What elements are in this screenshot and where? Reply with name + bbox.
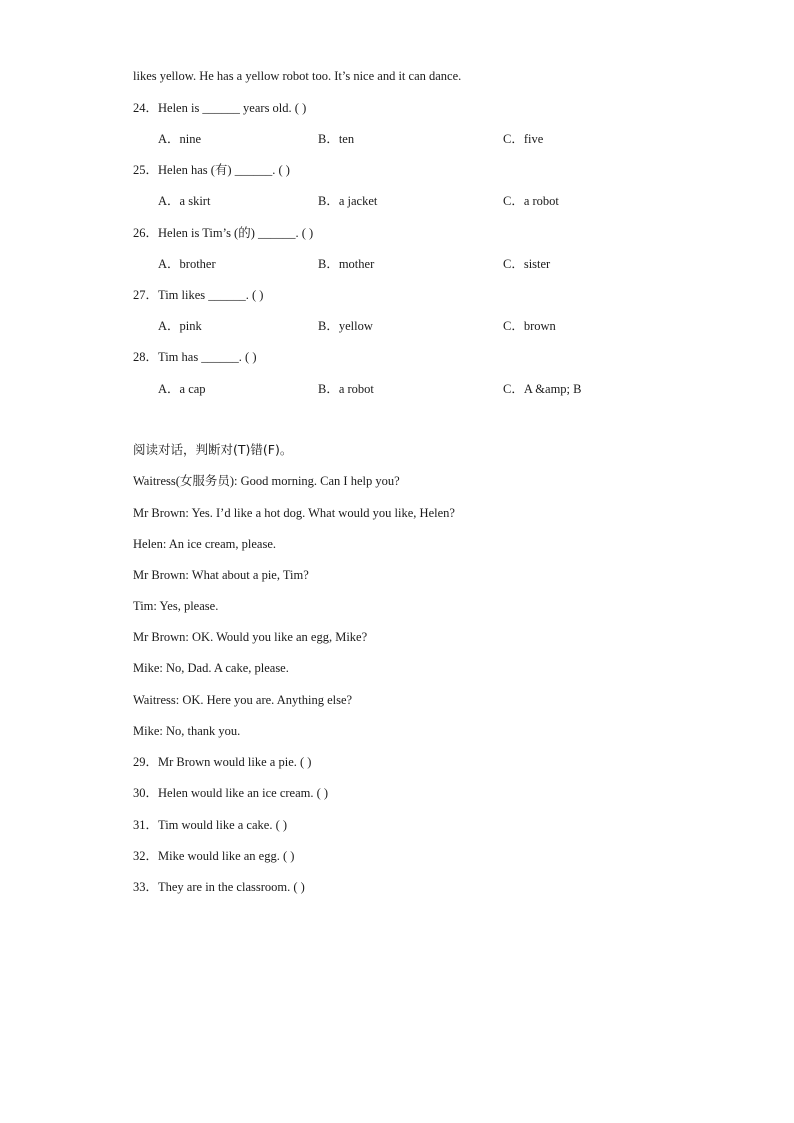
q26-option-c[interactable]: C．sister [503,257,551,271]
dialogue-line: Mr Brown: OK. Would you like an egg, Mike? [133,630,368,644]
dialogue-line: Mike: No, thank you. [133,724,241,738]
dialogue-line: Mr Brown: Yes. I’d like a hot dog. What would you like, Helen? [133,506,455,520]
q26-option-a[interactable]: A．brother [158,257,216,271]
question-30: 30．Helen would like an ice cream. ( ) [133,786,329,800]
q27-option-c[interactable]: C．brown [503,319,556,333]
question-28: 28．Tim has ______. ( ) [133,350,257,364]
q28-option-a[interactable]: A．a cap [158,382,206,396]
q27-option-b[interactable]: B．yellow [318,319,373,333]
question-25: 25．Helen has (有) ______. ( ) [133,163,290,177]
q25-option-c[interactable]: C．a robot [503,194,559,208]
question-33: 33．They are in the classroom. ( ) [133,880,305,894]
q25-option-b[interactable]: B．a jacket [318,194,378,208]
dialogue-line: Waitress(女服务员): Good morning. Can I help you? [133,474,400,488]
q28-option-b[interactable]: B．a robot [318,382,374,396]
q24-option-c[interactable]: C．five [503,132,544,146]
dialogue-line: Waitress: OK. Here you are. Anything else? [133,693,353,707]
q25-option-a[interactable]: A．a skirt [158,194,211,208]
question-24: 24．Helen is ______ years old. ( ) [133,101,307,115]
q26-option-b[interactable]: B．mother [318,257,375,271]
q24-option-a[interactable]: A．nine [158,132,202,146]
dialogue-line: Tim: Yes, please. [133,599,219,613]
dialogue-line: Helen: An ice cream, please. [133,537,276,551]
q27-option-a[interactable]: A．pink [158,319,202,333]
dialogue-line: Mike: No, Dad. A cake, please. [133,661,289,675]
q28-option-c[interactable]: C．A &amp; B [503,382,582,396]
question-32: 32．Mike would like an egg. ( ) [133,849,295,863]
passage-tail: likes yellow. He has a yellow robot too. It’s nice and it can dance. [133,69,462,83]
dialogue-line: Mr Brown: What about a pie, Tim? [133,568,309,582]
section-instruction: 阅读对话，判断对(T)错(F)。 [133,442,293,457]
q24-option-b[interactable]: B．ten [318,132,355,146]
question-26: 26．Helen is Tim’s (的) ______. ( ) [133,226,314,240]
question-31: 31．Tim would like a cake. ( ) [133,818,288,832]
question-29: 29．Mr Brown would like a pie. ( ) [133,755,312,769]
question-27: 27．Tim likes ______. ( ) [133,288,264,302]
